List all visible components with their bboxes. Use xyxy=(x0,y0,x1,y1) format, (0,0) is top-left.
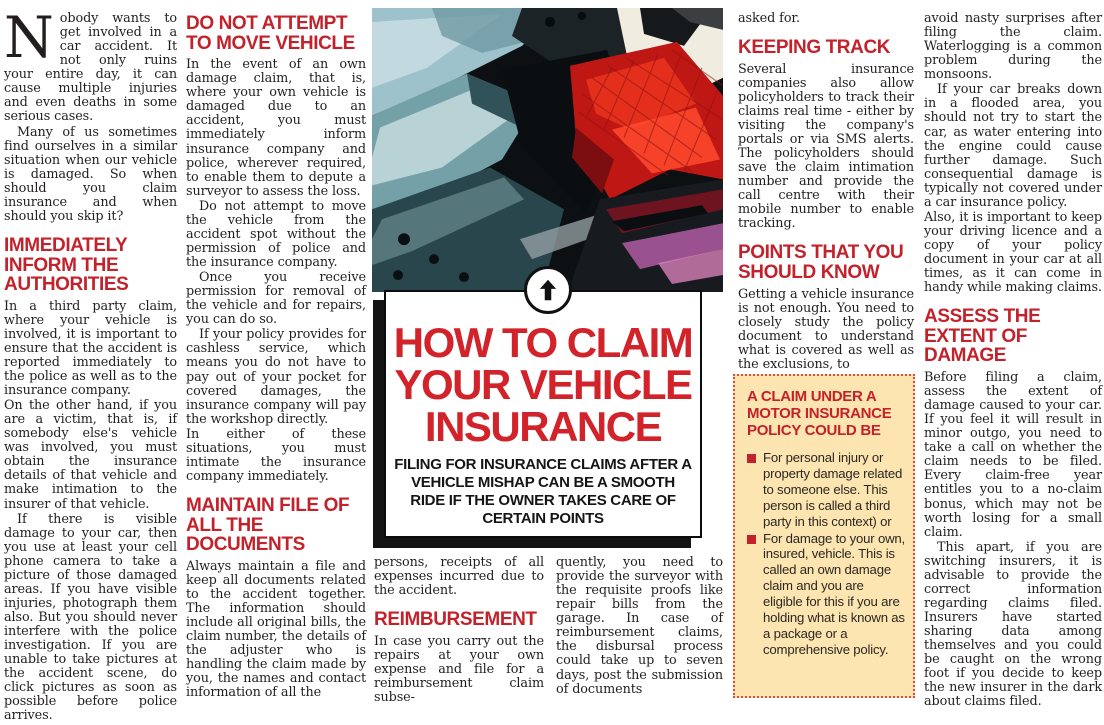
paragraph: Also, it is important to keep your driving licence and a copy of your policy document in your car at all times, as it can come in handy while making claims. xyxy=(924,209,1102,296)
paragraph: Do not attempt to move the vehicle from the accident spot without the permission of police and the insurance company. xyxy=(186,198,366,270)
paragraph: If your car breaks down in a flooded area, you should not try to start the car, as water entering into the engine could cause further damage. Such consequential damage is typically not covered under a car insurance policy. xyxy=(924,82,1102,210)
column-5 xyxy=(924,12,1102,710)
up-arrow-icon xyxy=(535,277,561,303)
lead-text: obody wants to get involved in a car accident. It not only ruins your entire day, it can cause multiple injuries and even deaths in some serious cases. xyxy=(4,11,177,125)
paragraph: Always maintain a file and keep all documents related to the accident together. The information should include all original bills, the claim number, the details of the adjuster who is handling the claim made by you, the names and contact information of all the xyxy=(186,558,366,701)
paragraph: persons, receipts of all expenses incurred due to the accident. xyxy=(374,555,544,599)
paragraph: quently, you need to provide the surveyor with the requisite proofs like repair bills from the garage. In case of reimbursement claims, the disbursal process could take up to seven days, post the submission of documents xyxy=(556,555,723,697)
section-heading-assess-damage: ASSESS THE EXTENT OF DAMAGE xyxy=(924,306,1041,367)
up-arrow-badge xyxy=(524,266,572,314)
section-heading-do-not-move: DO NOT ATTEMPT TO MOVE VEHICLE xyxy=(186,13,355,54)
bullet-square-icon xyxy=(747,454,756,463)
paragraph: Getting a vehicle insurance is not enough. You need to closely study the policy document to understand what is covered as well as the exclusions, to xyxy=(738,286,914,372)
drop-cap: N xyxy=(4,5,54,71)
paragraph: If your policy provides for cashless service, which means you do not have to pay out of your pocket for covered damages, the insurance company will pay the workshop directly. xyxy=(186,327,366,427)
paragraph: asked for. xyxy=(738,11,801,26)
claim-box-heading: A CLAIM UNDER A MOTOR INSURANCE POLICY COULD BE xyxy=(747,388,892,439)
paragraph: Before filing a claim, assess the extent of damage caused to your car. If you feel it will result in minor outgo, you need to take a call on whether the claim needs to be filed. Every claim-free year entitles you to a no-claim bonus, which may not be worth losing for a small claim. xyxy=(924,369,1102,540)
paragraph: Several insurance companies also allow policyholders to track their claims real time - either by visiting the company's portals or via SMS alerts. The policyholders should save the claim intimation number and provide the call centre with their mobile number to enable tracking. xyxy=(738,61,914,232)
claim-types-box xyxy=(733,374,915,698)
article-headline: HOW TO CLAIM YOUR VEHICLE INSURANCE xyxy=(393,319,693,450)
paragraph: Many of us sometimes find ourselves in a similar situation when our vehicle is damaged. So when should you claim insurance and when should you skip it? xyxy=(4,124,177,224)
bullet-item xyxy=(747,450,905,529)
bullet-text: For damage to your own, insured, vehicle. This is called an own damage claim and you are eligible for this if you are holding what is known as a package or a comprehensive policy. xyxy=(763,530,906,657)
section-heading-reimbursement: REIMBURSEMENT xyxy=(374,609,537,631)
center-subcolumn-right xyxy=(556,556,723,698)
paragraph: Once you receive permission for removal of the vehicle and for repairs, you can do so. xyxy=(186,270,366,328)
section-heading-immediately-inform: IMMEDIATELY INFORM THE AUTHORITIES xyxy=(4,234,129,296)
lead-paragraph xyxy=(4,5,177,125)
section-heading-maintain-file: MAINTAIN FILE OF ALL THE DOCUMENTS xyxy=(186,495,350,556)
article-standfirst: FILING FOR INSURANCE CLAIMS AFTER A VEHICLE MISHAP CAN BE A SMOOTH RIDE IF THE OWNER TAKES CARE OF CERTAIN POINTS xyxy=(394,456,692,527)
center-subcolumn-left xyxy=(374,556,544,706)
column-4 xyxy=(738,12,914,373)
column-2 xyxy=(186,12,366,701)
paragraph: In the event of an own damage claim, that is, where your own vehicle is damaged due to an accident, you must immediately inform insurance company and police, wherever required, to enable them to depute a surveyor to assess the loss. xyxy=(186,57,366,199)
paragraph: In case you carry out the repairs at your own expense and file for a reimbursement claim subse- xyxy=(374,633,544,705)
paragraph: On the other hand, if you are a victim, that is, if somebody else's vehicle was involved, you must obtain the insurance details of that vehicle and make intimation to the insurer of that vehicle. xyxy=(4,398,177,512)
bullet-text: For personal injury or property damage related to someone else. This person is called a third party in this context) or xyxy=(763,450,903,529)
section-heading-points-to-know: POINTS THAT YOU SHOULD KNOW xyxy=(738,242,904,283)
paragraph: This apart, if you are switching insurers, it is advisable to provide the correct information regarding claims filed. Insurers have started sharing data among themselves and you could be caught on the wrong foot if you decide to keep the new insurer in the dark about claims filed. xyxy=(924,539,1102,710)
paragraph: avoid nasty surprises after filing the claim. Waterlogging is a common problem during the monsoons. xyxy=(924,11,1102,83)
column-1 xyxy=(4,5,177,725)
paragraph: In a third party claim, where your vehicle is involved, it is important to ensure that the accident is reported immediately to the police as well as to the insurance company. xyxy=(4,298,177,398)
headline-block xyxy=(384,290,702,538)
bullet-item xyxy=(747,531,905,658)
paragraph: If there is visible damage to your car, then you use at least your cell phone camera to take a picture of those damaged areas. If you have visible injuries, photograph them also. But you should never interfere with the police investigation. If you are unable to take pictures at the accident scene, do click pictures as soon as possible before police arrives. xyxy=(4,511,177,724)
damaged-car-photo xyxy=(372,8,723,292)
section-heading-keeping-track: KEEPING TRACK xyxy=(738,37,891,59)
bullet-square-icon xyxy=(747,535,756,544)
paragraph: In either of these situations, you must intimate the insurance company immediately. xyxy=(186,426,366,484)
